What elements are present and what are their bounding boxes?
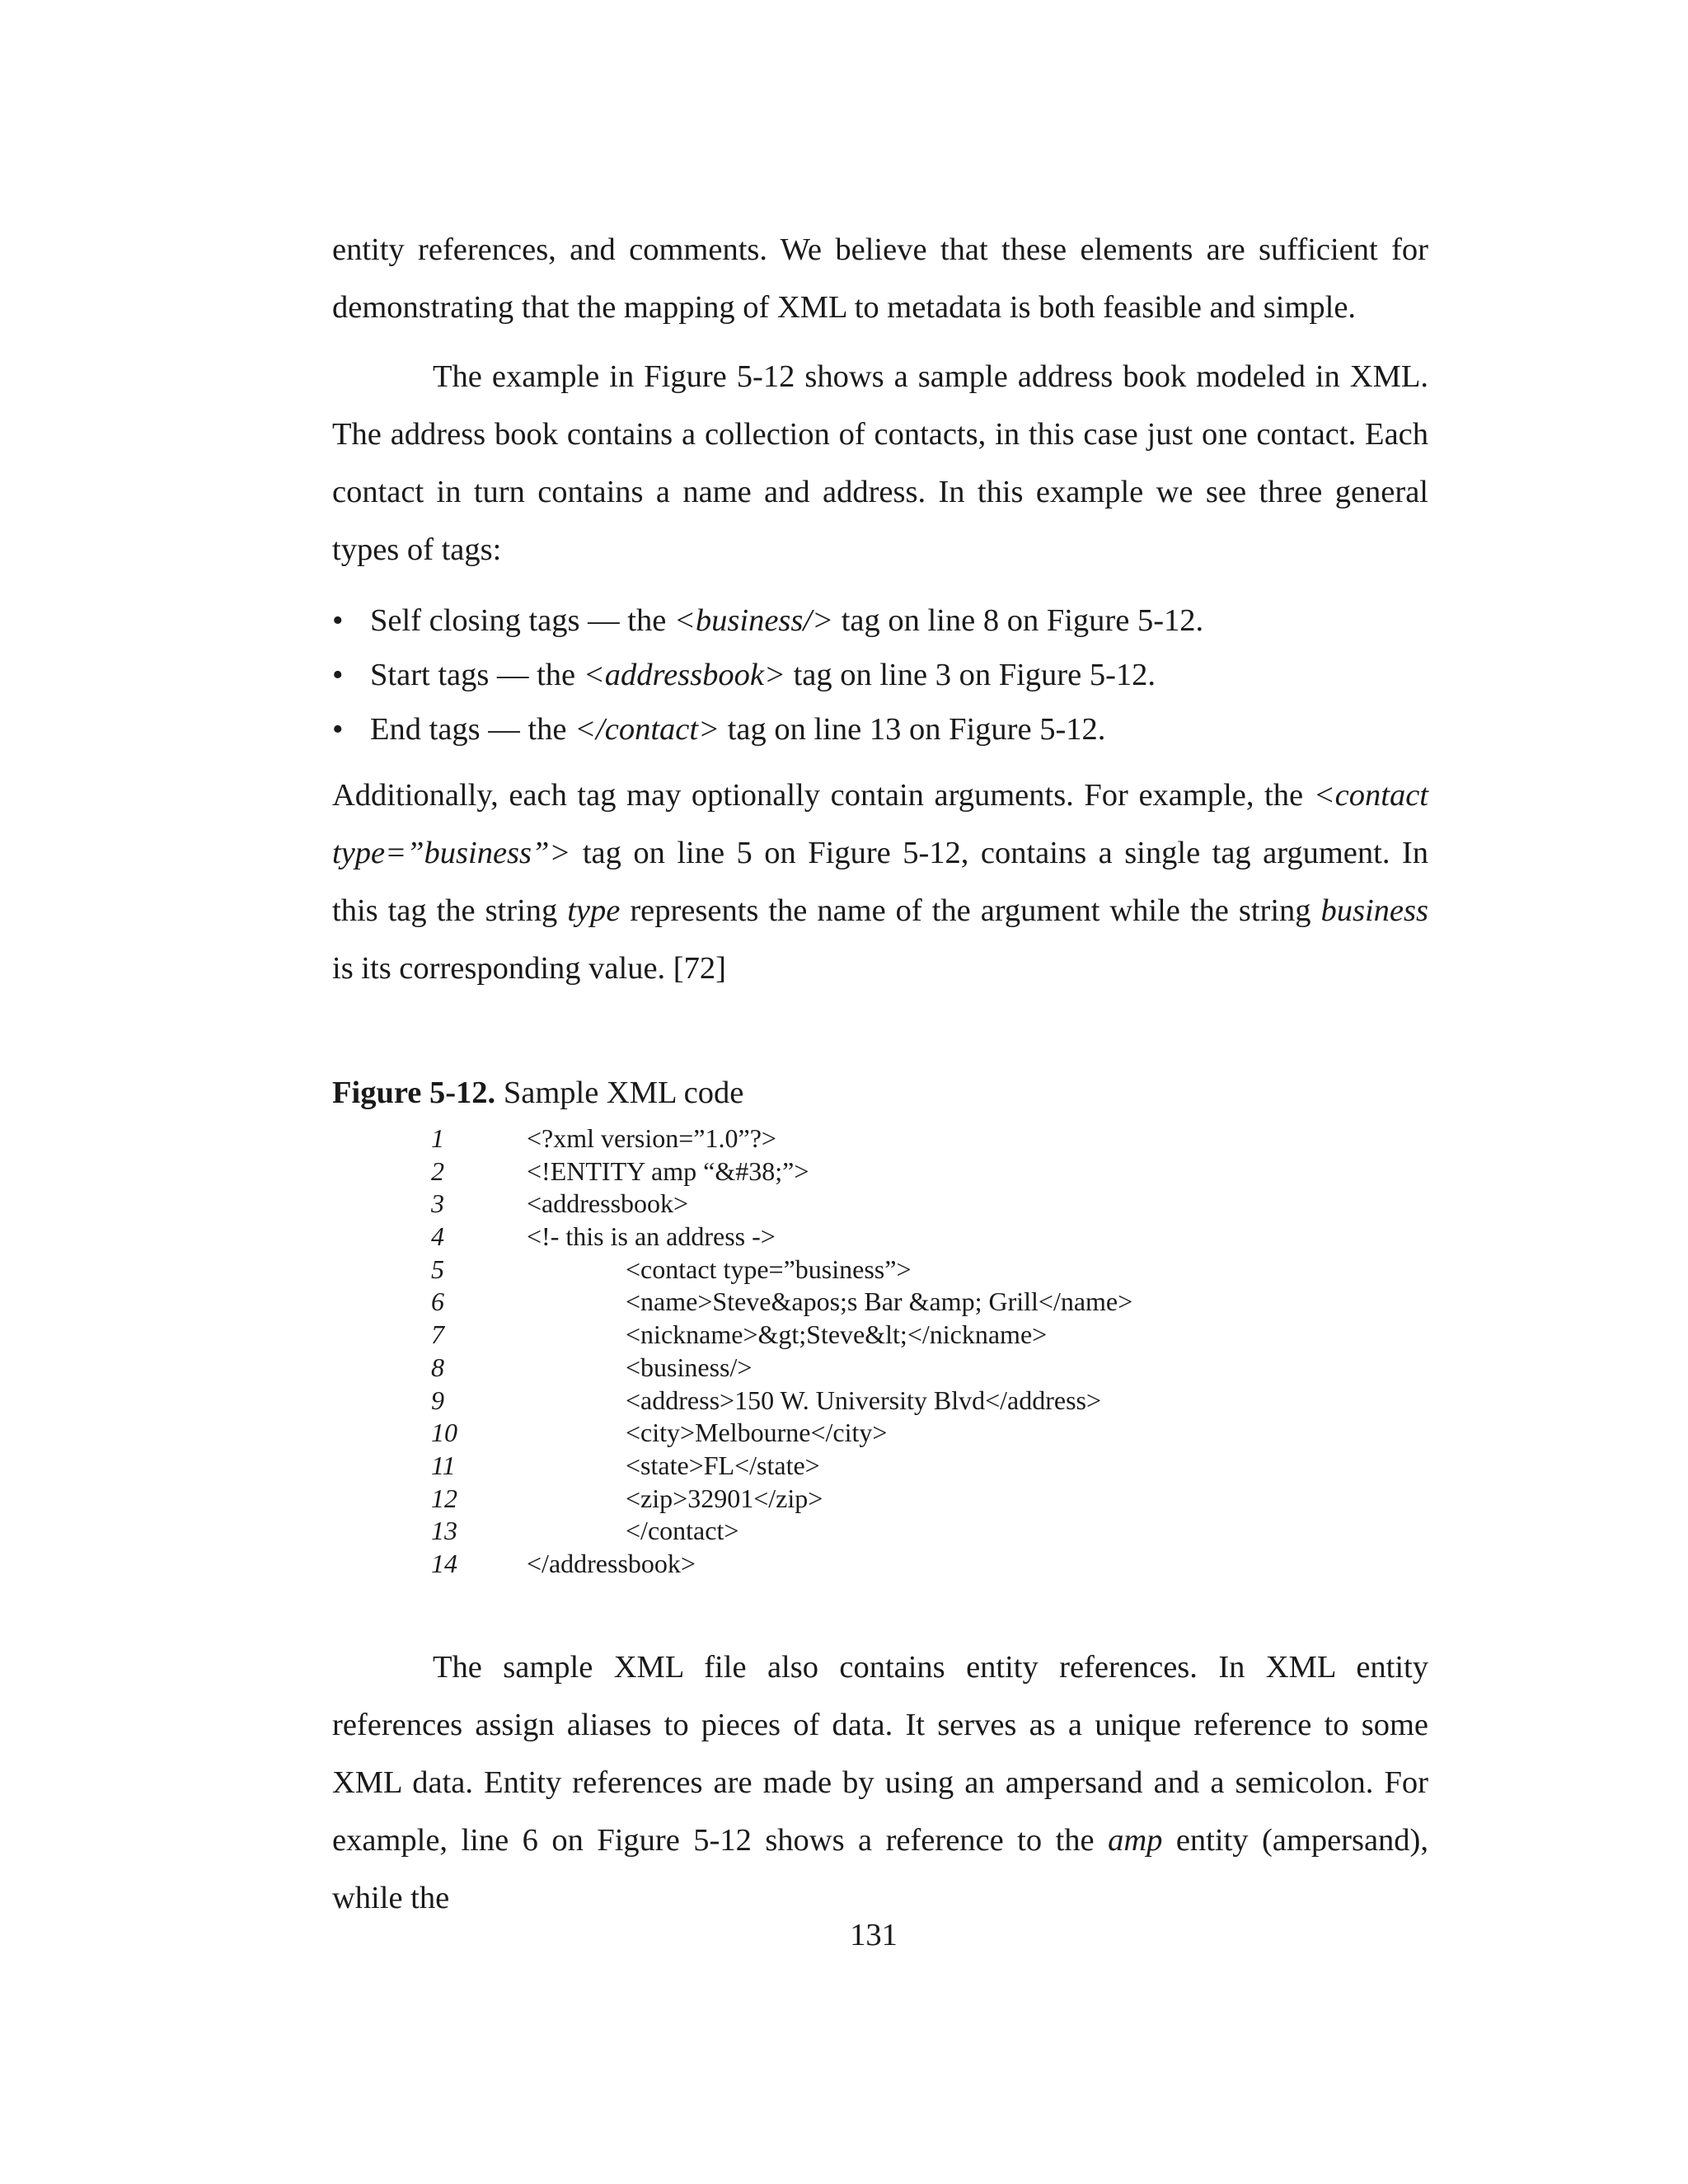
code-line — [332, 1515, 1428, 1548]
figure-label: Figure 5-12. — [332, 1076, 496, 1110]
code-text: <addressbook> — [527, 1188, 689, 1219]
code-line — [332, 1417, 1428, 1450]
bullet-icon: • — [332, 658, 344, 692]
code-text: </addressbook> — [527, 1548, 696, 1578]
line-number: 9 — [431, 1385, 444, 1415]
code-line — [332, 1122, 1428, 1155]
code-text: <!ENTITY amp “&#38;”> — [527, 1155, 809, 1186]
line-number: 10 — [431, 1418, 457, 1448]
line-number: 7 — [431, 1319, 444, 1350]
line-number: 2 — [431, 1155, 444, 1186]
code-text: <zip>32901</zip> — [626, 1483, 823, 1513]
code-line — [332, 1319, 1428, 1352]
code-text: <nickname>&gt;Steve&lt;</nickname> — [626, 1319, 1048, 1350]
line-number: 5 — [431, 1254, 444, 1284]
page-number: 131 — [850, 1918, 898, 1952]
list-item: • End tags — the </contact> tag on line 13 on Figure 5-12. — [332, 702, 1428, 757]
code-line — [332, 1286, 1428, 1319]
line-number: 11 — [431, 1450, 456, 1480]
code-text: <business/> — [626, 1352, 753, 1382]
code-line — [332, 1188, 1428, 1221]
figure-title: Sample XML code — [495, 1076, 744, 1110]
code-line — [332, 1254, 1428, 1286]
line-number: 14 — [431, 1548, 457, 1578]
code-line — [332, 1450, 1428, 1483]
line-number: 3 — [431, 1188, 444, 1219]
code-line — [332, 1385, 1428, 1418]
code-text: <?xml version=”1.0”?> — [527, 1123, 776, 1153]
figure-caption — [332, 1071, 1428, 1114]
line-number: 1 — [431, 1123, 444, 1153]
paragraph-3: Additionally, each tag may optionally contain arguments. For example, the <contact type=”business”> tag on line 5 on Figure 5-12, contains a single tag argument. In this tag the string type represents the name of the argument while the string business is its corresponding value. [72] — [332, 778, 1428, 986]
code-text: <name>Steve&apos;s Bar &amp; Grill</name> — [626, 1286, 1133, 1317]
code-line — [332, 1155, 1428, 1188]
list-item: • Start tags — the <addressbook> tag on line 3 on Figure 5-12. — [332, 648, 1428, 702]
code-line — [332, 1352, 1428, 1385]
code-text: <state>FL</state> — [626, 1450, 820, 1480]
code-line — [332, 1221, 1428, 1254]
code-line — [332, 1483, 1428, 1516]
line-number: 6 — [431, 1286, 444, 1317]
code-text: <contact type=”business”> — [626, 1254, 912, 1284]
line-number: 8 — [431, 1352, 444, 1382]
code-text: <city>Melbourne</city> — [626, 1418, 888, 1448]
tag-example: <contact type=”business”> — [332, 778, 1428, 870]
code-listing — [332, 1122, 1428, 1581]
paragraph-4: The sample XML file also contains entity references. In XML entity references assign aliases to pieces of data. It serves as a unique reference to some XML data. Entity references are made by using an ampersand and a semicolon. For example, line 6 on Figure 5-12 shows a reference to the amp entity (ampersand), while the — [332, 1649, 1429, 1915]
tag-type-list — [332, 593, 1428, 757]
paragraph-1: entity references, and comments. We believe that these elements are sufficient for demonstrating that the mapping of XML to metadata is both feasible and simple. — [332, 232, 1428, 325]
code-text: <!- this is an address -> — [527, 1221, 776, 1252]
code-line — [332, 1548, 1428, 1581]
line-number: 4 — [431, 1221, 444, 1252]
line-number: 12 — [431, 1483, 457, 1513]
code-text: </contact> — [626, 1516, 739, 1546]
paragraph-2: The example in Figure 5-12 shows a sample address book modeled in XML. The address book contains a collection of contacts, in this case just one contact. Each contact in turn contains a name and address. In this example we see three general types of tags: — [332, 359, 1428, 567]
tag-example: <business/> — [673, 603, 834, 638]
page-body — [332, 221, 1428, 1927]
bullet-icon: • — [332, 603, 344, 638]
list-item: • Self closing tags — the <business/> tag on line 8 on Figure 5-12. — [332, 593, 1428, 648]
bullet-icon: • — [332, 712, 344, 747]
tag-example: <addressbook> — [583, 658, 785, 692]
line-number: 13 — [431, 1516, 457, 1546]
tag-example: </contact> — [574, 712, 720, 747]
code-text: <address>150 W. University Blvd</address> — [626, 1385, 1102, 1415]
